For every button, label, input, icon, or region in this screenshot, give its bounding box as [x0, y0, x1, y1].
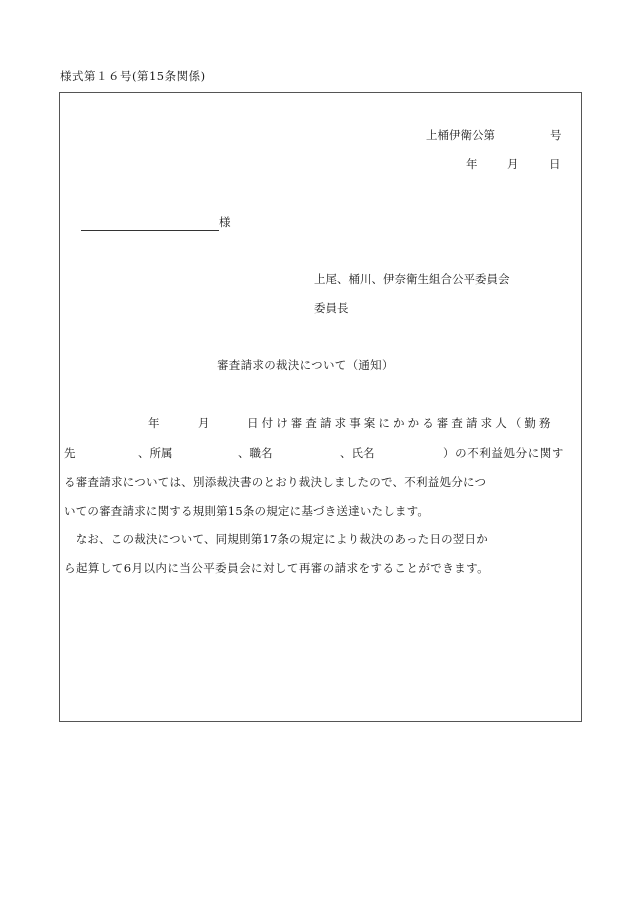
body-year-label: 年: [148, 416, 160, 430]
sender-organization: 上尾、桶川、伊奈衛生組合公平委員会: [314, 272, 510, 286]
sender-title: 委員長: [314, 301, 349, 315]
body-saki: 先: [64, 446, 76, 460]
addressee-blank-line: [81, 230, 219, 231]
body-line-5: なお、この裁決について、同規則第17条の規定により裁決のあった日の翌日か: [64, 532, 488, 546]
addressee-honorific: 様: [219, 215, 231, 229]
body-shokumei: 、職名: [238, 446, 273, 460]
body-shozoku: 、所属: [138, 446, 173, 460]
body-line-3: る審査請求については、別添裁決書のとおり裁決しましたので、不利益処分につ: [64, 475, 487, 489]
body-line-1-text: 日付け審査請求事案にかかる審査請求人（勤務: [247, 416, 554, 430]
body-line-2-text: ）の不利益処分に関す: [443, 446, 564, 460]
notice-frame: [59, 92, 582, 722]
notice-title: 審査請求の裁決について（通知）: [217, 358, 394, 372]
form-number-label: 様式第１６号(第15条関係): [60, 69, 206, 83]
body-line-6: ら起算して6月以内に当公平委員会に対して再審の請求をすることができます。: [64, 561, 490, 575]
doc-number-prefix: 上桶伊衛公第: [426, 128, 495, 142]
body-shimei: 、氏名: [340, 446, 375, 460]
date-year: 年: [466, 157, 478, 171]
body-month-label: 月: [198, 416, 210, 430]
date-day: 日: [549, 157, 561, 171]
body-line-4: いての審査請求に関する規則第15条の規定に基づき送達いたします。: [64, 504, 430, 518]
date-month: 月: [507, 157, 519, 171]
doc-number-suffix: 号: [550, 128, 562, 142]
